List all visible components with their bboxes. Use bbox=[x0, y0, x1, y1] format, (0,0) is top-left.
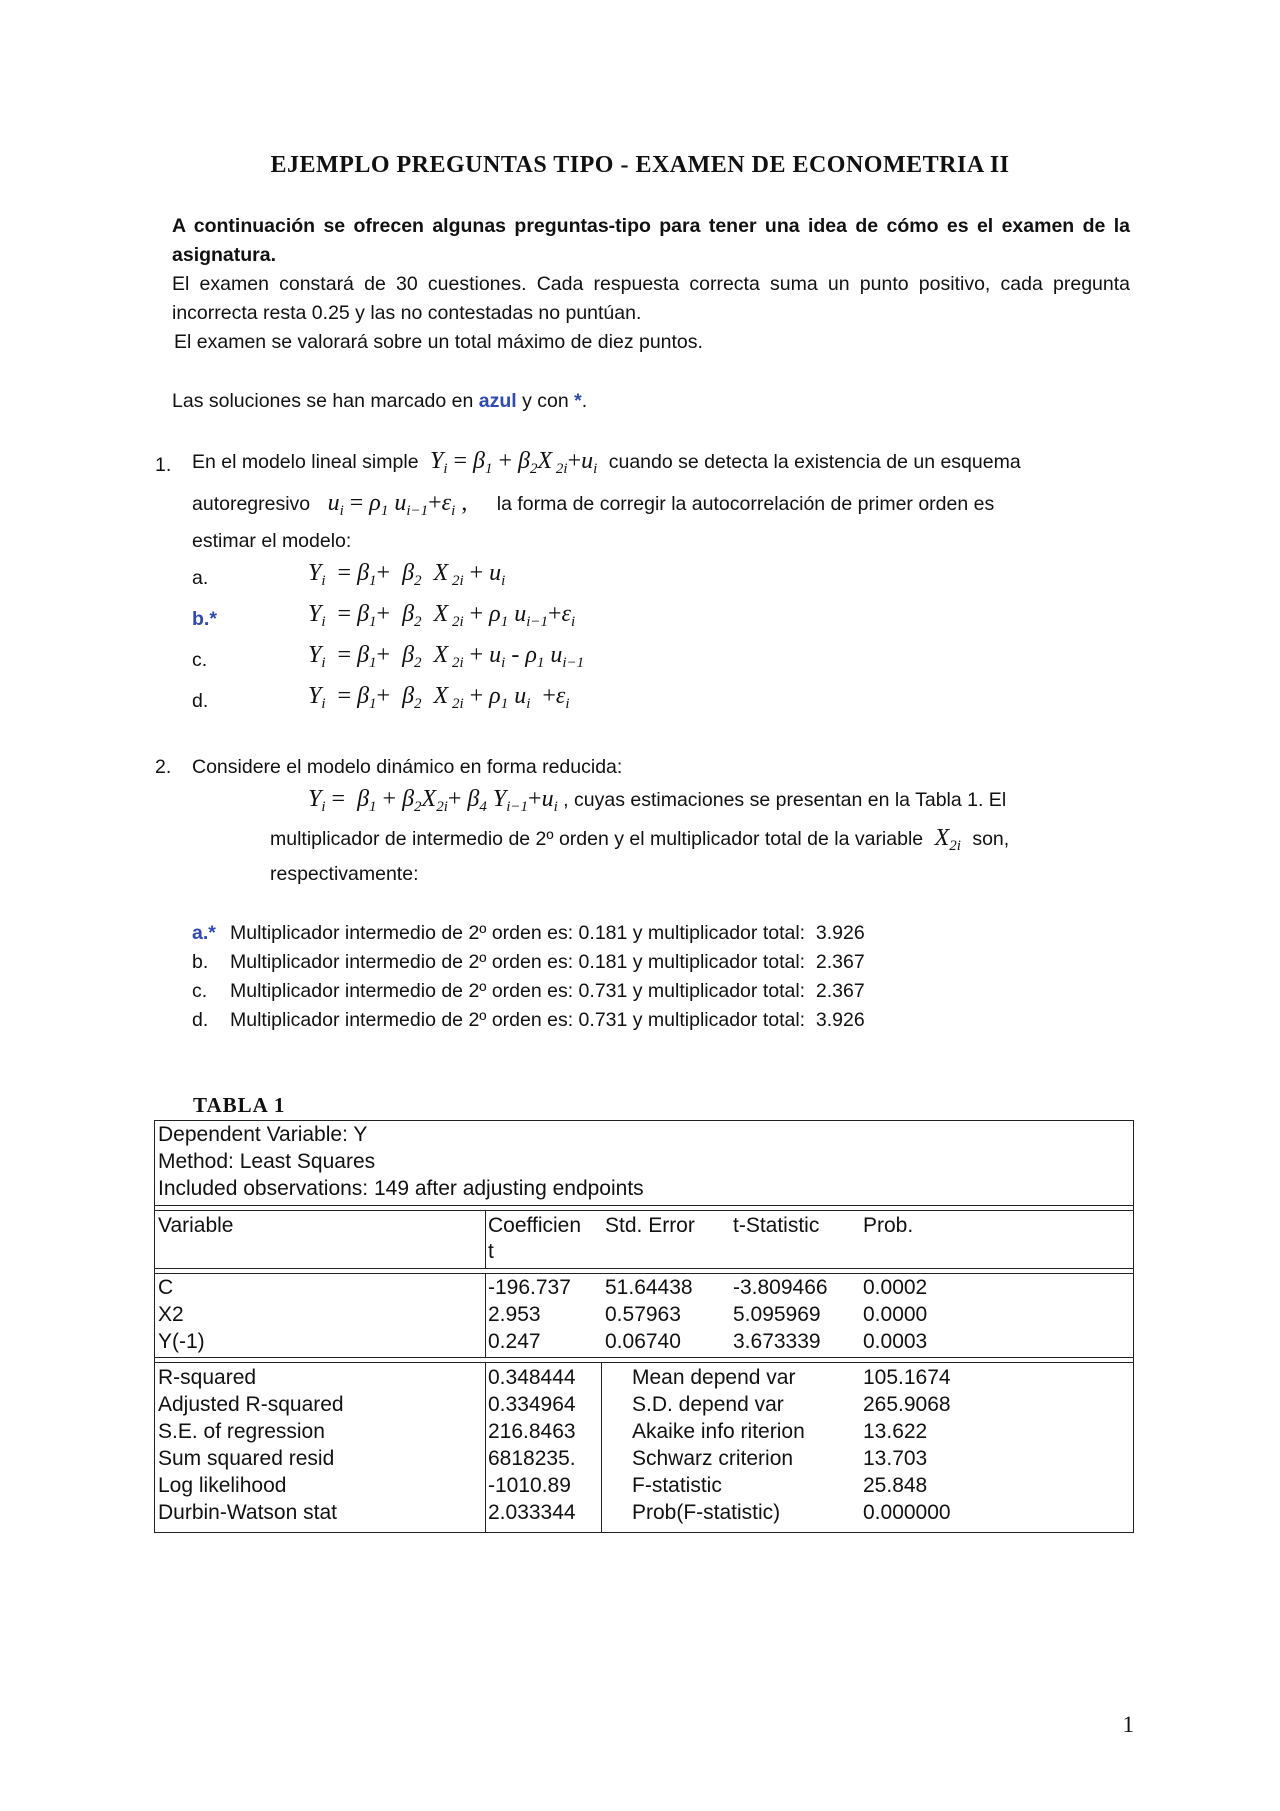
q1-text-d: la forma de corregir la autocorrelación de primer orden es bbox=[496, 493, 995, 515]
q2-text-b: , cuyas estimaciones se presentan en la Tabla 1. El bbox=[563, 789, 1007, 811]
q1-option-c-equation: $Y_i = \beta_1+ \beta_2$ X $_{2i} + u_i - \rho_1$ $u_{i-1}$ bbox=[308, 642, 585, 671]
intro-rules-text: El examen constará de 30 cuestiones. Cada respuesta correcta suma un punto positivo, cada pregunta incorrecta resta 0.25 y las no contestadas no puntúan. bbox=[172, 273, 1130, 324]
stat-value-2: 0.000000 bbox=[863, 1501, 951, 1524]
q1-option-a-label: a. bbox=[192, 567, 209, 589]
stat-label: Log likelihood bbox=[158, 1474, 287, 1497]
q1-text-b: cuando se detecta la existencia de un esquema bbox=[608, 451, 1021, 473]
stat-value: 6818235. bbox=[488, 1447, 576, 1470]
q2-line3 bbox=[270, 825, 1130, 855]
row-x2-std-error: 0.57963 bbox=[605, 1303, 681, 1326]
row-ylag-coefficient: 0.247 bbox=[488, 1330, 541, 1353]
table-method: Method: Least Squares bbox=[158, 1150, 376, 1173]
row-c-coefficient: -196.737 bbox=[488, 1276, 571, 1299]
stat-value: 216.8463 bbox=[488, 1420, 576, 1443]
q1-text-e: estimar el modelo: bbox=[192, 530, 352, 552]
row-ylag-prob: 0.0003 bbox=[863, 1330, 928, 1353]
q2-option-c-text: Multiplicador intermedio de 2º orden es: 0.731 y multiplicador total: 2.367 bbox=[230, 980, 865, 1002]
stat-value-2: 105.1674 bbox=[863, 1366, 951, 1389]
stat-label-2: S.D. depend var bbox=[632, 1393, 784, 1416]
row-c-t-statistic: -3.809466 bbox=[733, 1276, 828, 1299]
solutions-end: . bbox=[581, 390, 588, 412]
q1-option-d-equation: $Y_i = \beta_1+ \beta_2$ X $_{2i} + \rho_1$ $u_i +\varepsilon_i$ bbox=[308, 683, 570, 712]
row-x2-t-statistic: 5.095969 bbox=[733, 1303, 821, 1326]
solutions-note bbox=[172, 387, 1130, 416]
intro-bold-text: A continuación se ofrecen algunas preguntas-tipo para tener una idea de cómo es el examen de la asignatura. bbox=[172, 215, 1130, 266]
col-header-coefficient: Coefficien bbox=[488, 1214, 582, 1237]
row-x2-variable: X2 bbox=[158, 1303, 184, 1326]
table-dependent-variable: Dependent Variable: Y bbox=[158, 1123, 368, 1146]
solutions-prefix: Las soluciones se han marcado en bbox=[172, 390, 474, 412]
stat-label-2: Akaike info riterion bbox=[632, 1420, 805, 1443]
stat-label: S.E. of regression bbox=[158, 1420, 325, 1443]
table-caption: TABLA 1 bbox=[193, 1093, 286, 1117]
q2-option-b-label: b. bbox=[192, 951, 209, 973]
row-x2-coefficient: 2.953 bbox=[488, 1303, 541, 1326]
q2-text-d: son, bbox=[972, 828, 1010, 850]
q2-text-c: multiplicador de intermedio de 2º orden y el multiplicador total de la variable bbox=[270, 828, 924, 850]
q1-line1 bbox=[192, 448, 1130, 478]
col-header-variable: Variable bbox=[158, 1214, 234, 1237]
row-x2-prob: 0.0000 bbox=[863, 1303, 928, 1326]
q1-option-b-equation: $Y_i = \beta_1+ \beta_2$ X $_{2i} + \rho_1$ $u_{i-1}+\varepsilon_i$ bbox=[308, 601, 576, 630]
q2-text-a: Considere el modelo dinámico en forma reducida: bbox=[192, 756, 623, 778]
stat-label-2: Schwarz criterion bbox=[632, 1447, 794, 1470]
stat-value-2: 13.703 bbox=[863, 1447, 928, 1470]
col-header-t-statistic: t-Statistic bbox=[733, 1214, 820, 1237]
page-number: 1 bbox=[1122, 1712, 1134, 1737]
q1-option-d-label: d. bbox=[192, 690, 209, 712]
page-title: EJEMPLO PREGUNTAS TIPO - EXAMEN DE ECONOMETRIA II bbox=[270, 152, 1010, 178]
stat-label: Durbin-Watson stat bbox=[158, 1501, 337, 1524]
q2-number: 2. bbox=[155, 756, 172, 778]
stat-label: R-squared bbox=[158, 1366, 257, 1389]
q2-model-equation: $Y_i = \beta_1 + \beta_2X_{2i}+ \beta_4$ $Y_{i-1}+u_i$ bbox=[308, 786, 558, 815]
q2-option-a-text: Multiplicador intermedio de 2º orden es: 0.181 y multiplicador total: 3.926 bbox=[230, 922, 865, 944]
stat-value: -1010.89 bbox=[488, 1474, 571, 1497]
stat-value-2: 265.9068 bbox=[863, 1393, 951, 1416]
row-c-variable: C bbox=[158, 1276, 174, 1299]
row-c-std-error: 51.64438 bbox=[605, 1276, 693, 1299]
stat-label-2: F-statistic bbox=[632, 1474, 722, 1497]
q2-option-c-label: c. bbox=[192, 980, 208, 1002]
q2-option-b-text: Multiplicador intermedio de 2º orden es: 0.181 y multiplicador total: 2.367 bbox=[230, 951, 865, 973]
q1-option-a-equation: $Y_i = \beta_1+ \beta_2$ X $_{2i} + u_i$ bbox=[308, 560, 506, 589]
q1-line2 bbox=[192, 490, 1130, 520]
stat-label: Adjusted R-squared bbox=[158, 1393, 344, 1416]
col-header-std-error: Std. Error bbox=[605, 1214, 695, 1237]
q2-option-a-label: a.* bbox=[192, 922, 216, 944]
stat-label-2: Mean depend var bbox=[632, 1366, 796, 1389]
q1-text-a: En el modelo lineal simple bbox=[192, 451, 419, 473]
row-ylag-variable: Y(-1) bbox=[158, 1330, 205, 1353]
q1-text-c: autoregresivo bbox=[192, 493, 311, 515]
stat-label: Sum squared resid bbox=[158, 1447, 335, 1470]
stat-label-2: Prob(F-statistic) bbox=[632, 1501, 781, 1524]
row-ylag-std-error: 0.06740 bbox=[605, 1330, 681, 1353]
solutions-color-word: azul bbox=[478, 390, 517, 412]
stat-value: 0.334964 bbox=[488, 1393, 576, 1416]
row-ylag-t-statistic: 3.673339 bbox=[733, 1330, 821, 1353]
solutions-mid: y con bbox=[522, 390, 569, 412]
q2-line2 bbox=[308, 786, 1130, 816]
col-header-prob: Prob. bbox=[863, 1214, 914, 1237]
q1-model-equation: $Y_i = \beta_1 + \beta_2X$ $_{2i}+u_i$ bbox=[423, 448, 598, 477]
stat-value-2: 13.622 bbox=[863, 1420, 928, 1443]
q2-text-e: respectivamente: bbox=[270, 863, 419, 885]
stat-value-2: 25.848 bbox=[863, 1474, 928, 1497]
q1-number: 1. bbox=[155, 454, 172, 476]
q1-option-b-label: b.* bbox=[192, 608, 217, 630]
solutions-star: * bbox=[574, 390, 582, 412]
q2-option-d-label: d. bbox=[192, 1009, 209, 1031]
intro-scoring-text: El examen se valorará sobre un total máximo de diez puntos. bbox=[174, 331, 703, 353]
row-c-prob: 0.0002 bbox=[863, 1276, 928, 1299]
q2-variable-x2: $X_{2i}$ bbox=[928, 825, 961, 854]
stat-value: 0.348444 bbox=[488, 1366, 576, 1389]
q2-option-d-text: Multiplicador intermedio de 2º orden es: 0.731 y multiplicador total: 3.926 bbox=[230, 1009, 865, 1031]
table-observations: Included observations: 149 after adjusting endpoints bbox=[158, 1177, 644, 1200]
stat-value: 2.033344 bbox=[488, 1501, 576, 1524]
q1-option-c-label: c. bbox=[192, 649, 208, 671]
q1-ar-scheme-equation: $u_i = \rho_1$ $u_{i-1}+\varepsilon_i$ , bbox=[315, 490, 468, 519]
col-header-coefficient-wrap: t bbox=[488, 1240, 494, 1263]
